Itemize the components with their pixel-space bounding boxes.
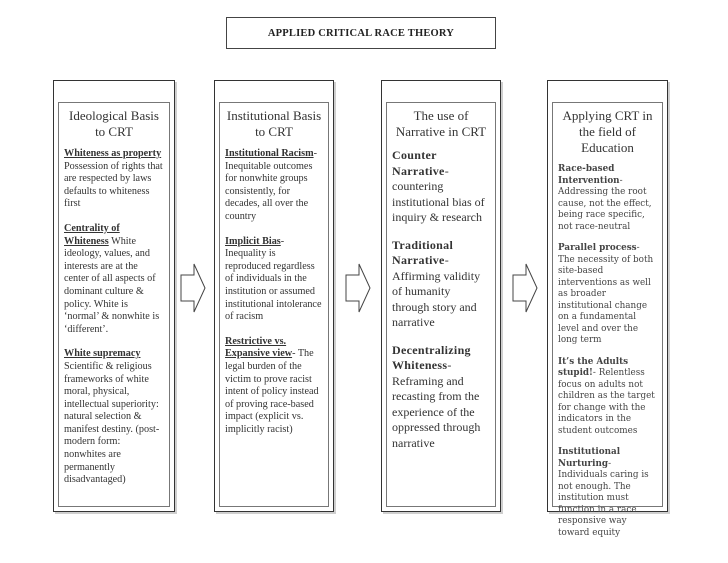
section-institutional-nurturing — [558, 447, 657, 539]
section-heading: Traditional Narrative — [392, 237, 454, 267]
column-institutional-basis — [214, 80, 334, 512]
section-whiteness-as-property — [64, 148, 164, 211]
diagram-title: APPLIED CRITICAL RACE THEORY — [267, 27, 455, 39]
column-applying-crt-education — [547, 80, 668, 538]
section-implicit-bias — [225, 236, 323, 324]
column-inner-frame — [552, 102, 663, 538]
section-heading: Decentralizing Whiteness — [392, 342, 471, 372]
diagram-title-box — [226, 17, 496, 49]
section-body: - Addressing the root cause, not the effect, being race specific, not race-neutral — [558, 175, 652, 232]
section-body: - Reframing and recasting from the experience of the oppressed through narrative — [392, 358, 481, 450]
column-title: Applying CRT in the field of Education — [562, 108, 653, 155]
section-heading: Institutional Racism — [225, 148, 314, 159]
section-body: - The legal burden of the victim to prove racist intent of policy instead of proving race-based impact (explicit vs. implicitly racist) — [225, 348, 319, 435]
section-its-the-adults — [558, 357, 657, 438]
section-decentralizing-whiteness — [392, 343, 490, 452]
section-heading: Implicit Bias — [225, 235, 281, 247]
column-inner-frame — [219, 102, 329, 507]
section-body: Scientific & religious frameworks of white moral, physical, intellectual superiority: natural selection & manifest destiny. (post-modern form: nonwhites are permanently disadvantaged) — [64, 360, 160, 486]
section-heading: White supremacy — [64, 348, 141, 360]
column-title: The use of Narrative in CRT — [395, 108, 487, 139]
section-centrality-of-whiteness — [64, 223, 164, 336]
section-heading: Race-based Intervention — [558, 164, 620, 186]
section-body: - Affirming validity of humanity through story and narrative — [392, 253, 481, 329]
section-body: - Relentless focus on adults not children as the target for change with the indicators in the student outcomes — [558, 368, 655, 436]
section-body: - The necessity of both site-based interventions as well as broader institutional change on a fundamental level and over the long term — [558, 243, 654, 345]
column-inner-frame — [58, 102, 170, 507]
column-title: Ideological Basis to CRT — [69, 108, 159, 139]
section-institutional-racism — [225, 148, 323, 224]
section-heading: Whiteness as property — [64, 148, 162, 159]
arrow-right-icon — [180, 262, 206, 314]
section-race-based-intervention — [558, 164, 657, 233]
section-counter-narrative — [392, 148, 490, 226]
column-use-of-narrative — [381, 80, 501, 512]
section-body: - Individuals caring is not enough. The institution must function in a race responsive way toward equity — [558, 458, 649, 538]
section-body: - Inequitable outcomes for nonwhite groups consistently, for decades, all over the country — [225, 148, 317, 222]
section-traditional-narrative — [392, 238, 490, 331]
section-heading: Counter Narrative — [392, 148, 445, 178]
arrow-right-icon — [345, 262, 371, 314]
section-heading: It’s the Adults stupid! — [558, 356, 629, 378]
section-body: Possession of rights that are respected by laws defaults to whiteness first — [64, 160, 163, 210]
section-restrictive-vs-expansive — [225, 336, 323, 437]
section-parallel-process — [558, 243, 657, 347]
section-body: - countering institutional bias of inquiry & research — [392, 163, 485, 224]
section-body: - Inequality is reproduced regardless of individuals in the institution or assumed institutional intolerance of racism — [225, 235, 322, 323]
section-heading: Restrictive vs. Expansive view — [225, 335, 293, 360]
section-white-supremacy — [64, 348, 164, 487]
section-heading: Parallel process — [558, 243, 637, 253]
section-body: White ideology, values, and interests are at the center of all aspects of dominant culture & policy. White is ‘normal’ & nonwhite is ‘different’. — [64, 235, 160, 335]
arrow-right-icon — [512, 262, 538, 314]
column-ideological-basis — [53, 80, 175, 512]
section-heading: Institutional Nurturing — [558, 447, 621, 469]
column-inner-frame — [386, 102, 496, 507]
column-title: Institutional Basis to CRT — [226, 108, 322, 139]
section-heading: Centrality of Whiteness — [64, 222, 120, 247]
